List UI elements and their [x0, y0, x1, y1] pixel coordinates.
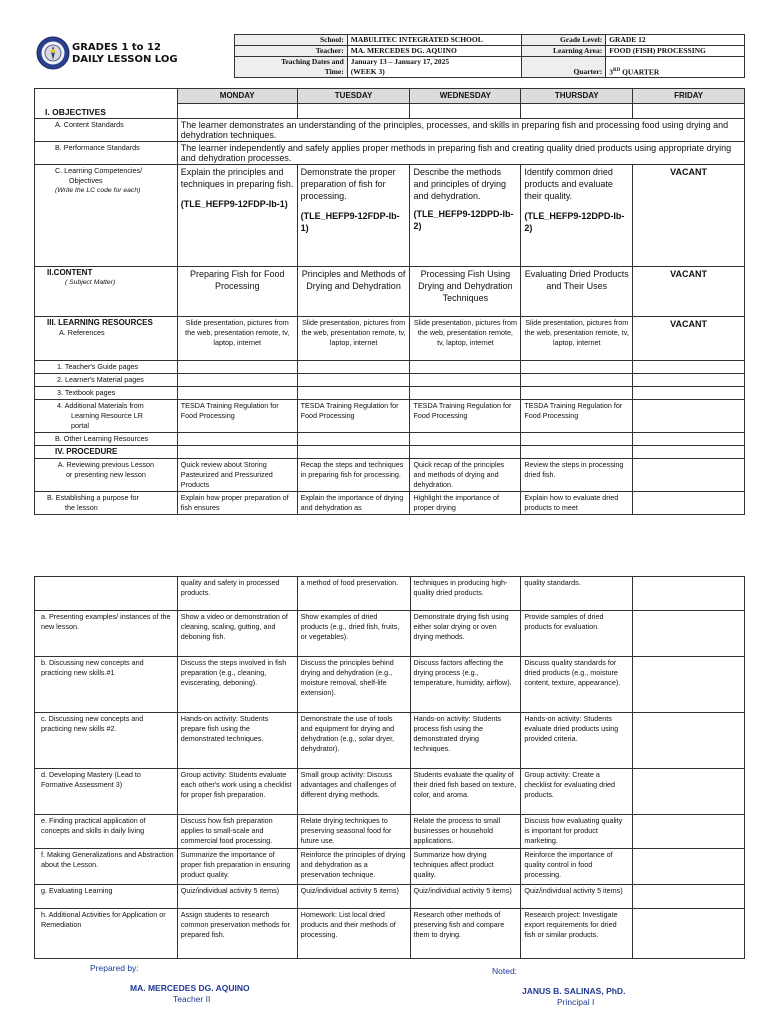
- presenting-thursday: Provide samples of dried products for evaluation.: [521, 611, 633, 657]
- competency-text: Describe the methods and principles of drying and dehydration.: [413, 167, 507, 201]
- review-tuesday: Recap the steps and techniques in preparing fish for processing.: [297, 459, 410, 492]
- empty-cell: [633, 433, 745, 446]
- textbook-label: 3. Textbook pages: [35, 387, 178, 400]
- discussing-1-monday: Discuss the steps involved in fish preparation (e.g., cleaning, eviscerating, deboning).: [177, 657, 297, 713]
- teacher-label: Teacher:: [235, 46, 348, 57]
- additional-materials-label: [35, 400, 178, 433]
- dates-line1: January 13 – January 17, 2025: [350, 57, 450, 66]
- content-thursday: Evaluating Dried Products and Their Uses: [521, 267, 633, 317]
- additional-tuesday: Homework: List local dried products and their methods of processing.: [297, 909, 410, 959]
- empty-cell: [177, 387, 297, 400]
- dates-label-line1: Teaching Dates and: [281, 57, 344, 66]
- content-label: [35, 267, 178, 317]
- purpose-tuesday: Explain the importance of drying and dehydration as: [297, 492, 410, 515]
- day-wednesday: WEDNESDAY: [410, 89, 521, 104]
- empty-cell: [521, 387, 633, 400]
- empty-cell: [410, 374, 521, 387]
- quarter-value: [606, 57, 745, 78]
- procedure-heading: IV. PROCEDURE: [35, 446, 178, 459]
- presenting-tuesday: Show examples of dried products (e.g., dried fish, fruits, or vegetables).: [297, 611, 410, 657]
- discussing-1-label: b. Discussing new concepts and practicing new skills.#1: [35, 657, 178, 713]
- empty-cell: [410, 387, 521, 400]
- day-friday: FRIDAY: [633, 89, 745, 104]
- empty-cell: [521, 374, 633, 387]
- references-label: A. References: [59, 328, 105, 337]
- purpose-wednesday: Highlight the importance of proper drying: [410, 492, 521, 515]
- am-label-line1: 4. Additional Materials from: [57, 401, 144, 410]
- grade-level-value: GRADE 12: [606, 35, 745, 46]
- competency-monday: [177, 165, 297, 267]
- purpose-label-line2: the lesson: [65, 503, 98, 512]
- objectives-heading: I. OBJECTIVES: [35, 89, 178, 119]
- discussing-1-wednesday: Discuss factors affecting the drying process (e.g., temperature, humidity, airflow).: [410, 657, 521, 713]
- spacer-cell: [633, 104, 745, 119]
- competency-text: Identify common dried products and evaluate their quality.: [524, 167, 613, 201]
- evaluating-learning-label: g. Evaluating Learning: [35, 885, 178, 909]
- mastery-wednesday: Students evaluate the quality of their dried fish based on texture, color, and aroma.: [410, 769, 521, 815]
- day-tuesday: TUESDAY: [297, 89, 410, 104]
- am-tuesday: TESDA Training Regulation for Food Processing: [297, 400, 410, 433]
- am-label-line3: portal: [71, 421, 89, 430]
- mastery-tuesday: Small group activity: Discuss advantages and challenges of different drying methods.: [297, 769, 410, 815]
- application-monday: Discuss how fish preparation applies to small-scale and commercial food processing.: [177, 815, 297, 849]
- mastery-friday: [633, 769, 745, 815]
- preparer-name: MA. MERCEDES DG. AQUINO: [130, 983, 250, 993]
- learners-material-label: 2. Learner's Material pages: [35, 374, 178, 387]
- continued-label-cell: [35, 577, 178, 611]
- content-monday: Preparing Fish for Food Processing: [177, 267, 297, 317]
- practical-application-label: e. Finding practical application of concepts and skills in daily living: [35, 815, 178, 849]
- quarter-num: 3: [609, 67, 613, 76]
- resources-label: [35, 317, 178, 361]
- presenting-examples-label: a. Presenting examples/ instances of the new lesson.: [35, 611, 178, 657]
- purpose-thursday: Explain how to evaluate dried products to meet: [521, 492, 633, 515]
- empty-cell: [297, 446, 410, 459]
- discussing-2-tuesday: Demonstrate the use of tools and equipment for drying and dehydration (e.g., solar dryer, dehydrator).: [297, 713, 410, 769]
- content-standards-label: A. Content Standards: [35, 119, 178, 142]
- performance-standards-text: The learner independently and safely applies proper methods in preparing fish and creating quality dried products using appropriate drying and dehydration processes.: [177, 142, 744, 165]
- info-table: [234, 34, 745, 78]
- mastery-thursday: Group activity: Create a checklist for evaluating dried products.: [521, 769, 633, 815]
- other-resources-label: B. Other Learning Resources: [35, 433, 178, 446]
- noter-name: JANUS B. SALINAS, PhD.: [522, 986, 626, 996]
- additional-thursday: Research project: Investigate export requirements for dried fish or similar products.: [521, 909, 633, 959]
- competency-code: (TLE_HEFP9-12FDP-Ib-1): [180, 199, 288, 209]
- empty-cell: [633, 361, 745, 374]
- evaluating-wednesday: Quiz/individual activity 5 items): [410, 885, 521, 909]
- generalizations-tuesday: Reinforce the principles of drying and dehydration as a preservation technique.: [297, 849, 410, 885]
- content-friday: VACANT: [633, 267, 745, 317]
- lesson-table-part2: [34, 576, 745, 959]
- content-tuesday: Principles and Methods of Drying and Dehydration: [297, 267, 410, 317]
- discussing-2-thursday: Hands-on activity: Students evaluate dried products using provided criteria.: [521, 713, 633, 769]
- competency-code: (TLE_HEFP9-12DPD-Ib-2): [524, 211, 625, 233]
- prepared-by-label: Prepared by:: [90, 963, 139, 973]
- empty-cell: [297, 374, 410, 387]
- empty-cell: [297, 433, 410, 446]
- generalizations-monday: Summarize the importance of proper fish preparation in ensuring product quality.: [177, 849, 297, 885]
- competencies-label: [35, 165, 178, 267]
- competencies-label-line2: Objectives: [69, 176, 103, 185]
- dates-value: [347, 57, 522, 78]
- mastery-monday: Group activity: Students evaluate each other's work using a checklist for proper fish preparation.: [177, 769, 297, 815]
- purpose-label-line1: B. Establishing a purpose for: [47, 493, 139, 502]
- discussing-2-wednesday: Hands-on activity: Students process fish using the demonstrated drying techniques.: [410, 713, 521, 769]
- school-label: School:: [235, 35, 348, 46]
- day-thursday: THURSDAY: [521, 89, 633, 104]
- am-thursday: TESDA Training Regulation for Food Processing: [521, 400, 633, 433]
- purpose-label: [35, 492, 178, 515]
- learning-area-value: FOOD (FISH) PROCESSING: [606, 46, 745, 57]
- empty-cell: [633, 446, 745, 459]
- quarter-label: Quarter:: [522, 57, 606, 78]
- purpose-cont-tuesday: a method of food preservation.: [297, 577, 410, 611]
- dates-label: [235, 57, 348, 78]
- empty-cell: [177, 374, 297, 387]
- preparer-title: Teacher II: [173, 994, 211, 1004]
- generalizations-wednesday: Summarize how drying techniques affect product quality.: [410, 849, 521, 885]
- day-monday: MONDAY: [177, 89, 297, 104]
- am-friday: [633, 400, 745, 433]
- quarter-sup: RD: [612, 67, 621, 73]
- competencies-label-line1: C. Learning Competencies/: [55, 166, 143, 175]
- purpose-monday: Explain how proper preparation of fish ensures: [177, 492, 297, 515]
- competency-code: (TLE_HEFP9-12FDP-Ib-1): [300, 211, 400, 233]
- purpose-friday: [633, 492, 745, 515]
- discussing-2-monday: Hands-on activity: Students prepare fish using the demonstrated techniques.: [177, 713, 297, 769]
- empty-cell: [410, 446, 521, 459]
- empty-cell: [297, 387, 410, 400]
- additional-monday: Assign students to research common preservation methods for prepared fish.: [177, 909, 297, 959]
- review-label: [35, 459, 178, 492]
- evaluating-thursday: Quiz/individual activity 5 items): [521, 885, 633, 909]
- competency-friday: VACANT: [633, 165, 745, 267]
- empty-cell: [633, 387, 745, 400]
- references-monday: Slide presentation, pictures from the web, presentation remote, tv, laptop, internet: [177, 317, 297, 361]
- learning-area-label: Learning Area:: [522, 46, 606, 57]
- purpose-cont-monday: quality and safety in processed products.: [177, 577, 297, 611]
- empty-cell: [521, 433, 633, 446]
- lesson-table-part1: [34, 88, 745, 515]
- empty-cell: [177, 446, 297, 459]
- dates-label-line2: Time:: [324, 67, 344, 76]
- generalizations-thursday: Reinforce the importance of quality control in food processing.: [521, 849, 633, 885]
- purpose-cont-friday: [633, 577, 745, 611]
- application-thursday: Discuss how evaluating quality is important for product marketing.: [521, 815, 633, 849]
- teachers-guide-label: 1. Teacher's Guide pages: [35, 361, 178, 374]
- competencies-label-line3: (Write the LC code for each): [55, 187, 141, 194]
- discussing-1-tuesday: Discuss the principles behind drying and dehydration (e.g., moisture removal, shelf-life extension).: [297, 657, 410, 713]
- purpose-cont-wednesday: techniques in producing high-quality dried products.: [410, 577, 521, 611]
- additional-activities-label: h. Additional Activities for Application or Remediation: [35, 909, 178, 959]
- am-label-line2: Learning Resource LR: [71, 411, 143, 420]
- competency-tuesday: [297, 165, 410, 267]
- evaluating-friday: [633, 885, 745, 909]
- application-friday: [633, 815, 745, 849]
- spacer-cell: [297, 104, 410, 119]
- competency-text: Explain the principles and techniques in preparing fish.: [180, 167, 294, 189]
- references-friday: VACANT: [633, 317, 745, 361]
- content-sub: ( Subject Matter): [65, 279, 116, 286]
- competency-code: (TLE_HEFP9-12DPD-Ib-2): [413, 209, 514, 231]
- empty-cell: [633, 374, 745, 387]
- review-label-line1: A. Reviewing previous Lesson: [57, 460, 155, 469]
- review-friday: [633, 459, 745, 492]
- dates-line2: (WEEK 3): [350, 67, 385, 76]
- resources-heading: III. LEARNING RESOURCES: [47, 318, 153, 327]
- additional-wednesday: Research other methods of preserving fish and compare them to drying.: [410, 909, 521, 959]
- review-wednesday: Quick recap of the principles and methods of drying and dehydration.: [410, 459, 521, 492]
- am-wednesday: TESDA Training Regulation for Food Processing: [410, 400, 521, 433]
- generalizations-label: f. Making Generalizations and Abstraction about the Lesson.: [35, 849, 178, 885]
- review-label-line2: or presenting new lesson: [65, 470, 146, 479]
- discussing-1-thursday: Discuss quality standards for dried products (e.g., moisture content, texture, appearance).: [521, 657, 633, 713]
- spacer-cell: [410, 104, 521, 119]
- competency-thursday: [521, 165, 633, 267]
- page-title: [72, 42, 178, 66]
- empty-cell: [521, 446, 633, 459]
- teacher-value: MA. MERCEDES DG. AQUINO: [347, 46, 522, 57]
- developing-mastery-label: d. Developing Mastery (Lead to Formative Assessment 3): [35, 769, 178, 815]
- performance-standards-label: B. Performance Standards: [35, 142, 178, 165]
- empty-cell: [297, 361, 410, 374]
- title-line-2: DAILY LESSON LOG: [72, 54, 178, 65]
- application-tuesday: Relate drying techniques to preserving seasonal food for future use.: [297, 815, 410, 849]
- deped-seal-icon: [36, 36, 70, 70]
- empty-cell: [177, 433, 297, 446]
- evaluating-tuesday: Quiz/individual activity 5 items): [297, 885, 410, 909]
- references-thursday: Slide presentation, pictures from the web, presentation remote, tv, laptop, internet: [521, 317, 633, 361]
- competency-text: Demonstrate the proper preparation of fish for processing.: [300, 167, 396, 201]
- empty-cell: [521, 361, 633, 374]
- presenting-friday: [633, 611, 745, 657]
- content-heading: II.CONTENT: [47, 268, 93, 277]
- references-tuesday: Slide presentation, pictures from the web, presentation remote, tv, laptop, internet: [297, 317, 410, 361]
- spacer-cell: [177, 104, 297, 119]
- quarter-rest: QUARTER: [620, 67, 660, 76]
- content-wednesday: Processing Fish Using Drying and Dehydration Techniques: [410, 267, 521, 317]
- content-standards-text: The learner demonstrates an understanding of the principles, processes, and skills in preparing fish and processing food using drying and dehydration techniques.: [177, 119, 744, 142]
- noter-title: Principal I: [557, 997, 595, 1007]
- empty-cell: [177, 361, 297, 374]
- empty-cell: [410, 433, 521, 446]
- presenting-wednesday: Demonstrate drying fish using either solar drying or oven drying methods.: [410, 611, 521, 657]
- discussing-2-friday: [633, 713, 745, 769]
- generalizations-friday: [633, 849, 745, 885]
- presenting-monday: Show a video or demonstration of cleaning, scaling, gutting, and deboning fish.: [177, 611, 297, 657]
- review-thursday: Review the steps in processing dried fish.: [521, 459, 633, 492]
- spacer-cell: [521, 104, 633, 119]
- references-wednesday: Slide presentation, pictures from the web, presentation remote, tv, laptop, internet: [410, 317, 521, 361]
- competency-wednesday: [410, 165, 521, 267]
- discussing-1-friday: [633, 657, 745, 713]
- title-line-1: GRADES 1 to 12: [72, 42, 161, 53]
- empty-cell: [410, 361, 521, 374]
- evaluating-monday: Quiz/individual activity 5 items): [177, 885, 297, 909]
- noted-label: Noted:: [492, 966, 518, 976]
- am-monday: TESDA Training Regulation for Food Processing: [177, 400, 297, 433]
- review-monday: Quick review about Storing Pasteurized and Pressurized Products: [177, 459, 297, 492]
- application-wednesday: Relate the process to small businesses or household applications.: [410, 815, 521, 849]
- purpose-cont-thursday: quality standards.: [521, 577, 633, 611]
- grade-level-label: Grade Level:: [522, 35, 606, 46]
- additional-friday: [633, 909, 745, 959]
- discussing-2-label: c. Discussing new concepts and practicing new skills #2.: [35, 713, 178, 769]
- school-value: MABULITEC INTEGRATED SCHOOL: [347, 35, 522, 46]
